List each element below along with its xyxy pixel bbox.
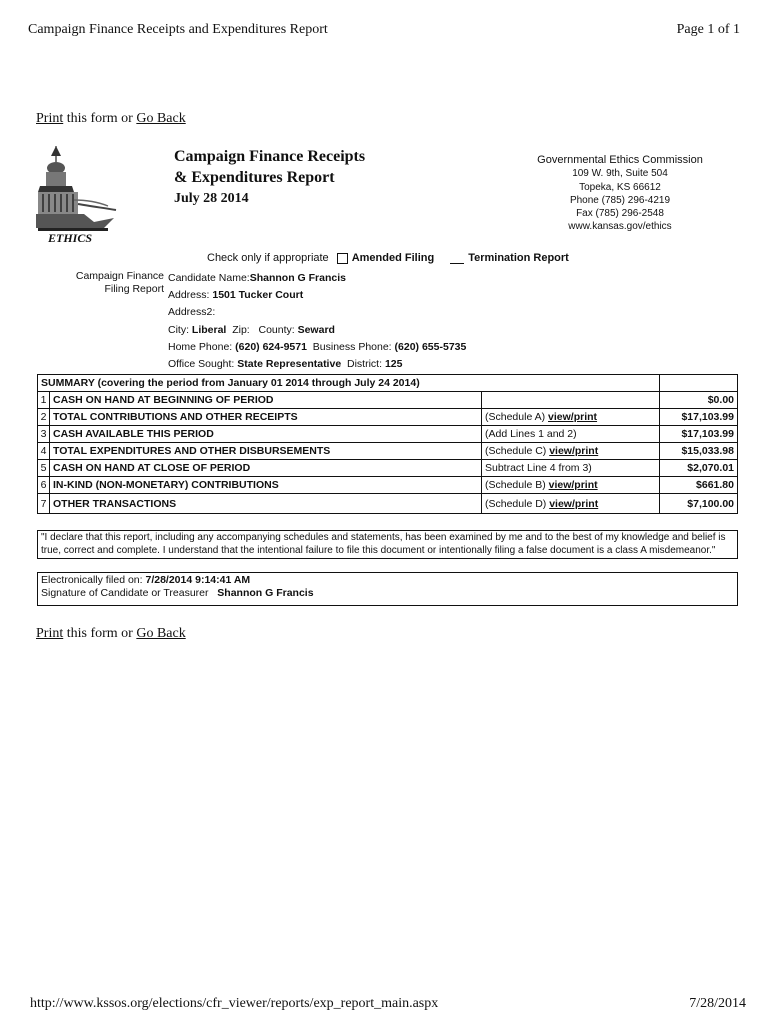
page-header-title: Campaign Finance Receipts and Expenditures Report <box>28 22 328 37</box>
candidate-name-label: Candidate Name: <box>168 272 250 284</box>
home-phone-value: (620) 624-9571 <box>235 340 307 353</box>
county-label: County: <box>258 323 295 336</box>
row-schedule <box>482 426 660 443</box>
page-footer-date: 7/28/2014 <box>689 996 746 1011</box>
logo-text: ETHICS <box>48 231 93 244</box>
amended-filing-checkbox[interactable] <box>337 253 348 264</box>
row-amount: $2,070.01 <box>660 460 738 477</box>
report-title-line1: Campaign Finance Receipts <box>174 148 366 165</box>
filing-report-label-line1: Campaign Finance <box>75 270 164 282</box>
commission-website: www.kansas.gov/ethics <box>568 221 672 233</box>
county-value: Seward <box>297 323 335 336</box>
address2-row <box>168 304 466 321</box>
table-row <box>38 494 738 514</box>
signature-row <box>41 587 734 600</box>
commission-address: 109 W. 9th, Suite 504 <box>572 168 668 180</box>
zip-label: Zip: <box>232 323 250 336</box>
table-row <box>38 460 738 477</box>
row-number: 2 <box>38 409 50 426</box>
candidate-name-row <box>168 270 466 287</box>
row-amount: $661.80 <box>660 477 738 494</box>
row-description: TOTAL CONTRIBUTIONS AND OTHER RECEIPTS <box>50 409 482 426</box>
go-back-link[interactable]: Go Back <box>136 111 186 126</box>
row-schedule-text: Subtract Line 4 from 3) <box>485 462 592 474</box>
filing-report-label <box>60 270 164 296</box>
nav-text: this form or <box>63 626 137 641</box>
row-number: 1 <box>38 392 50 409</box>
table-row <box>38 477 738 494</box>
summary-heading <box>38 375 660 392</box>
office-label: Office Sought: <box>168 358 235 371</box>
row-number: 7 <box>38 494 50 514</box>
filing-signature-box <box>37 572 738 606</box>
summary-table <box>37 374 738 514</box>
capitol-building-icon <box>34 144 120 244</box>
row-amount: $17,103.99 <box>660 409 738 426</box>
commission-phone: Phone (785) 296-4219 <box>569 194 671 206</box>
office-value: State Representative <box>237 358 342 371</box>
nav-links-top <box>36 111 186 127</box>
row-amount: $0.00 <box>660 392 738 409</box>
print-link[interactable]: Print <box>36 111 64 126</box>
row-amount: $15,033.98 <box>660 443 738 460</box>
address2-label: Address2: <box>168 306 216 319</box>
phone-row <box>168 339 466 356</box>
schedule-b-view-print-link[interactable]: view/print <box>548 479 598 491</box>
row-amount: $17,103.99 <box>660 426 738 443</box>
amended-filing-label: Amended Filing <box>351 252 435 264</box>
city-label: City: <box>168 323 189 336</box>
row-description: OTHER TRANSACTIONS <box>50 494 482 514</box>
signature-label: Signature of Candidate or Treasurer <box>41 587 209 599</box>
row-schedule-text: (Schedule B) <box>485 479 549 491</box>
commission-city: Topeka, KS 66612 <box>579 181 661 193</box>
summary-heading-label: SUMMARY <box>41 377 95 389</box>
row-number: 3 <box>38 426 50 443</box>
address-value: 1501 Tucker Court <box>212 289 304 302</box>
home-phone-label: Home Phone: <box>168 340 233 353</box>
city-row <box>168 322 466 339</box>
nav-text: this form or <box>63 111 137 126</box>
kansas-ethics-commission-logo <box>34 144 120 244</box>
commission-fax: Fax (785) 296-2548 <box>576 208 664 220</box>
row-description: CASH ON HAND AT CLOSE OF PERIOD <box>50 460 482 477</box>
address-label: Address: <box>168 289 210 302</box>
row-description: CASH ON HAND AT BEGINNING OF PERIOD <box>50 392 482 409</box>
candidate-name: Shannon G Francis <box>249 272 346 284</box>
business-phone-label: Business Phone: <box>312 340 392 353</box>
commission-contact-block <box>525 154 715 234</box>
filing-report-label-line2: Filing Report <box>104 283 164 295</box>
report-date: July 28 2014 <box>174 191 249 206</box>
row-number: 5 <box>38 460 50 477</box>
filing-options-prompt: Check only if appropriate <box>207 252 329 264</box>
go-back-link[interactable]: Go Back <box>136 626 186 641</box>
row-number: 4 <box>38 443 50 460</box>
filed-on-label: Electronically filed on: <box>41 574 143 586</box>
summary-heading-blank <box>660 375 738 392</box>
summary-heading-row <box>38 375 738 392</box>
summary-heading-period: (covering the period from January 01 2014 through July 24 2014) <box>94 377 420 389</box>
commission-name: Governmental Ethics Commission <box>537 154 703 166</box>
filed-on-value: 7/28/2014 9:14:41 AM <box>145 574 251 586</box>
filed-on-row <box>41 574 734 587</box>
row-schedule-text: (Schedule C) <box>485 445 550 457</box>
address-row <box>168 287 466 304</box>
print-link[interactable]: Print <box>36 626 64 641</box>
page-number: Page 1 of 1 <box>676 22 740 37</box>
termination-report-label: Termination Report <box>468 252 569 264</box>
row-schedule <box>482 409 660 426</box>
declaration-statement: "I declare that this report, including any accompanying schedules and statements, has been examined by me and to the best of my knowledge and belief is true, correct and complete. I understand that the intentional failure to file this document or intentionally filing a false document is a class A misdemeanor." <box>37 530 738 559</box>
row-description: TOTAL EXPENDITURES AND OTHER DISBURSEMENTS <box>50 443 482 460</box>
signature-value: Shannon G Francis <box>217 587 314 599</box>
schedule-c-view-print-link[interactable]: view/print <box>549 445 599 457</box>
schedule-d-view-print-link[interactable]: view/print <box>549 497 599 510</box>
page-footer-url: http://www.kssos.org/elections/cfr_viewer/reports/exp_report_main.aspx <box>30 996 439 1011</box>
candidate-info <box>168 270 466 373</box>
row-schedule-text: (Add Lines 1 and 2) <box>485 428 577 440</box>
row-schedule <box>482 477 660 494</box>
nav-links-bottom <box>36 626 186 642</box>
report-title-line2: & Expenditures Report <box>174 169 335 186</box>
row-schedule <box>482 460 660 477</box>
office-row <box>168 356 466 373</box>
termination-report-checkbox[interactable] <box>450 253 464 264</box>
table-row <box>38 443 738 460</box>
district-value: 125 <box>384 358 403 371</box>
row-description: CASH AVAILABLE THIS PERIOD <box>50 426 482 443</box>
row-schedule <box>482 443 660 460</box>
district-label: District: <box>347 358 383 371</box>
table-row <box>38 426 738 443</box>
table-row <box>38 409 738 426</box>
filing-options <box>207 252 569 264</box>
row-schedule-text: (Schedule D) <box>485 497 550 510</box>
row-number: 6 <box>38 477 50 494</box>
business-phone-value: (620) 655-5735 <box>394 340 467 353</box>
report-title-block <box>174 146 365 209</box>
row-description: IN-KIND (NON-MONETARY) CONTRIBUTIONS <box>50 477 482 494</box>
table-row <box>38 392 738 409</box>
row-amount: $7,100.00 <box>660 494 738 514</box>
schedule-a-view-print-link[interactable]: view/print <box>548 411 598 423</box>
row-schedule <box>482 494 660 514</box>
row-schedule <box>482 392 660 409</box>
row-schedule-text: (Schedule A) <box>485 411 549 423</box>
city-value: Liberal <box>191 323 227 336</box>
